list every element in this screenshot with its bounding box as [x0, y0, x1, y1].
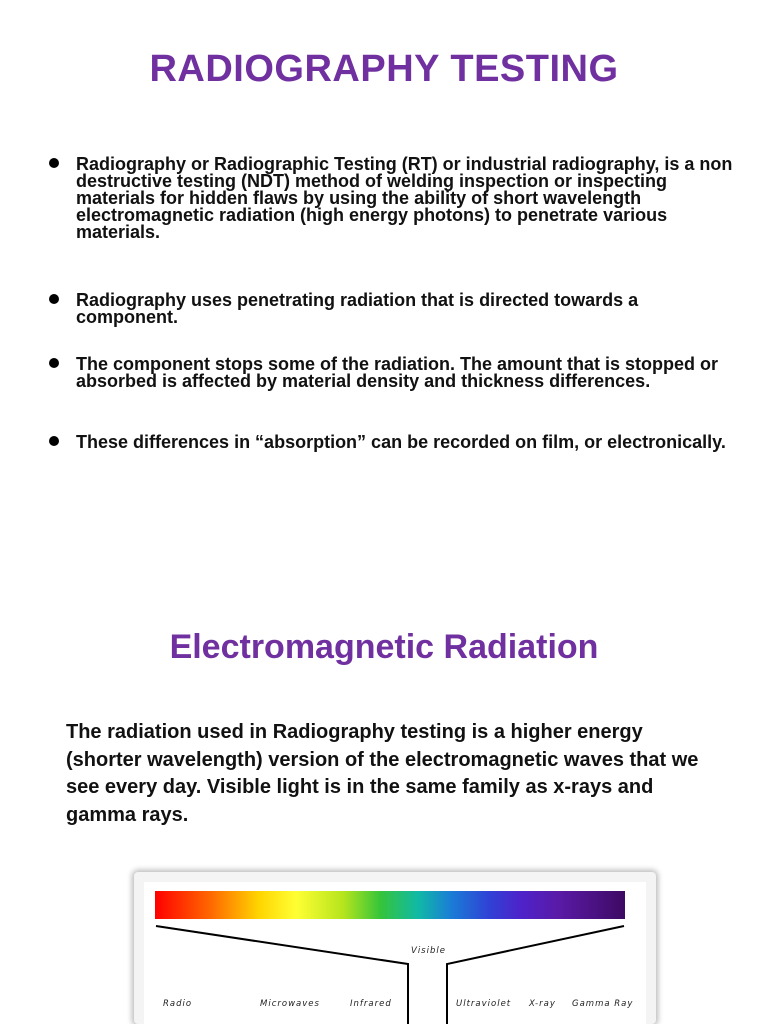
label-ultraviolet: Ultraviolet: [456, 999, 512, 1009]
label-infrared: Infrared: [350, 999, 392, 1009]
bullet-text: Radiography uses penetrating radiation that is directed towards a component.: [76, 290, 639, 327]
slide-title-radiography-testing: RADIOGRAPHY TESTING: [149, 48, 619, 90]
spectrum-funnel-lines: [144, 882, 646, 1024]
bullet-dot-icon: [49, 358, 59, 368]
bullet-dot-icon: [49, 158, 59, 168]
bullet-dot-icon: [49, 436, 59, 446]
bullet-dot-icon: [49, 294, 59, 304]
funnel-right-line: [447, 926, 624, 1024]
bullet-text: These differences in “absorption” can be recorded on film, or electronically.: [76, 432, 726, 452]
label-radio: Radio: [163, 999, 193, 1009]
figure-canvas: [144, 882, 646, 1024]
bullet-text: The component stops some of the radiation. The amount that is stopped or absorbed is affected by material density and thickness differences.: [76, 354, 719, 391]
funnel-left-line: [156, 926, 408, 1024]
bullet-item: [46, 156, 736, 241]
bullet-item: [46, 434, 726, 451]
body-paragraph: The radiation used in Radiography testing is a higher energy (shorter wavelength) version of the electromagnetic waves that we see every day. Visible light is in the same family as x-rays and gamma rays.: [66, 721, 699, 826]
bullet-item: [46, 356, 736, 390]
label-gamma-ray: Gamma Ray: [572, 999, 634, 1009]
label-xray: X-ray: [529, 999, 556, 1009]
label-visible: Visible: [411, 946, 446, 956]
electromagnetic-spectrum-figure: [134, 872, 656, 1024]
bullet-text: Radiography or Radiographic Testing (RT) or industrial radiography, is a non destructive testing (NDT) method of welding inspection or inspecting materials for hidden flaws by using the ability of short wavelength electromagnetic radiation (high energy photons) to penetrate various materials.: [76, 154, 733, 242]
bullet-item: [46, 292, 736, 326]
slide-title-electromagnetic-radiation: Electromagnetic Radiation: [169, 628, 599, 666]
label-microwaves: Microwaves: [260, 999, 320, 1009]
